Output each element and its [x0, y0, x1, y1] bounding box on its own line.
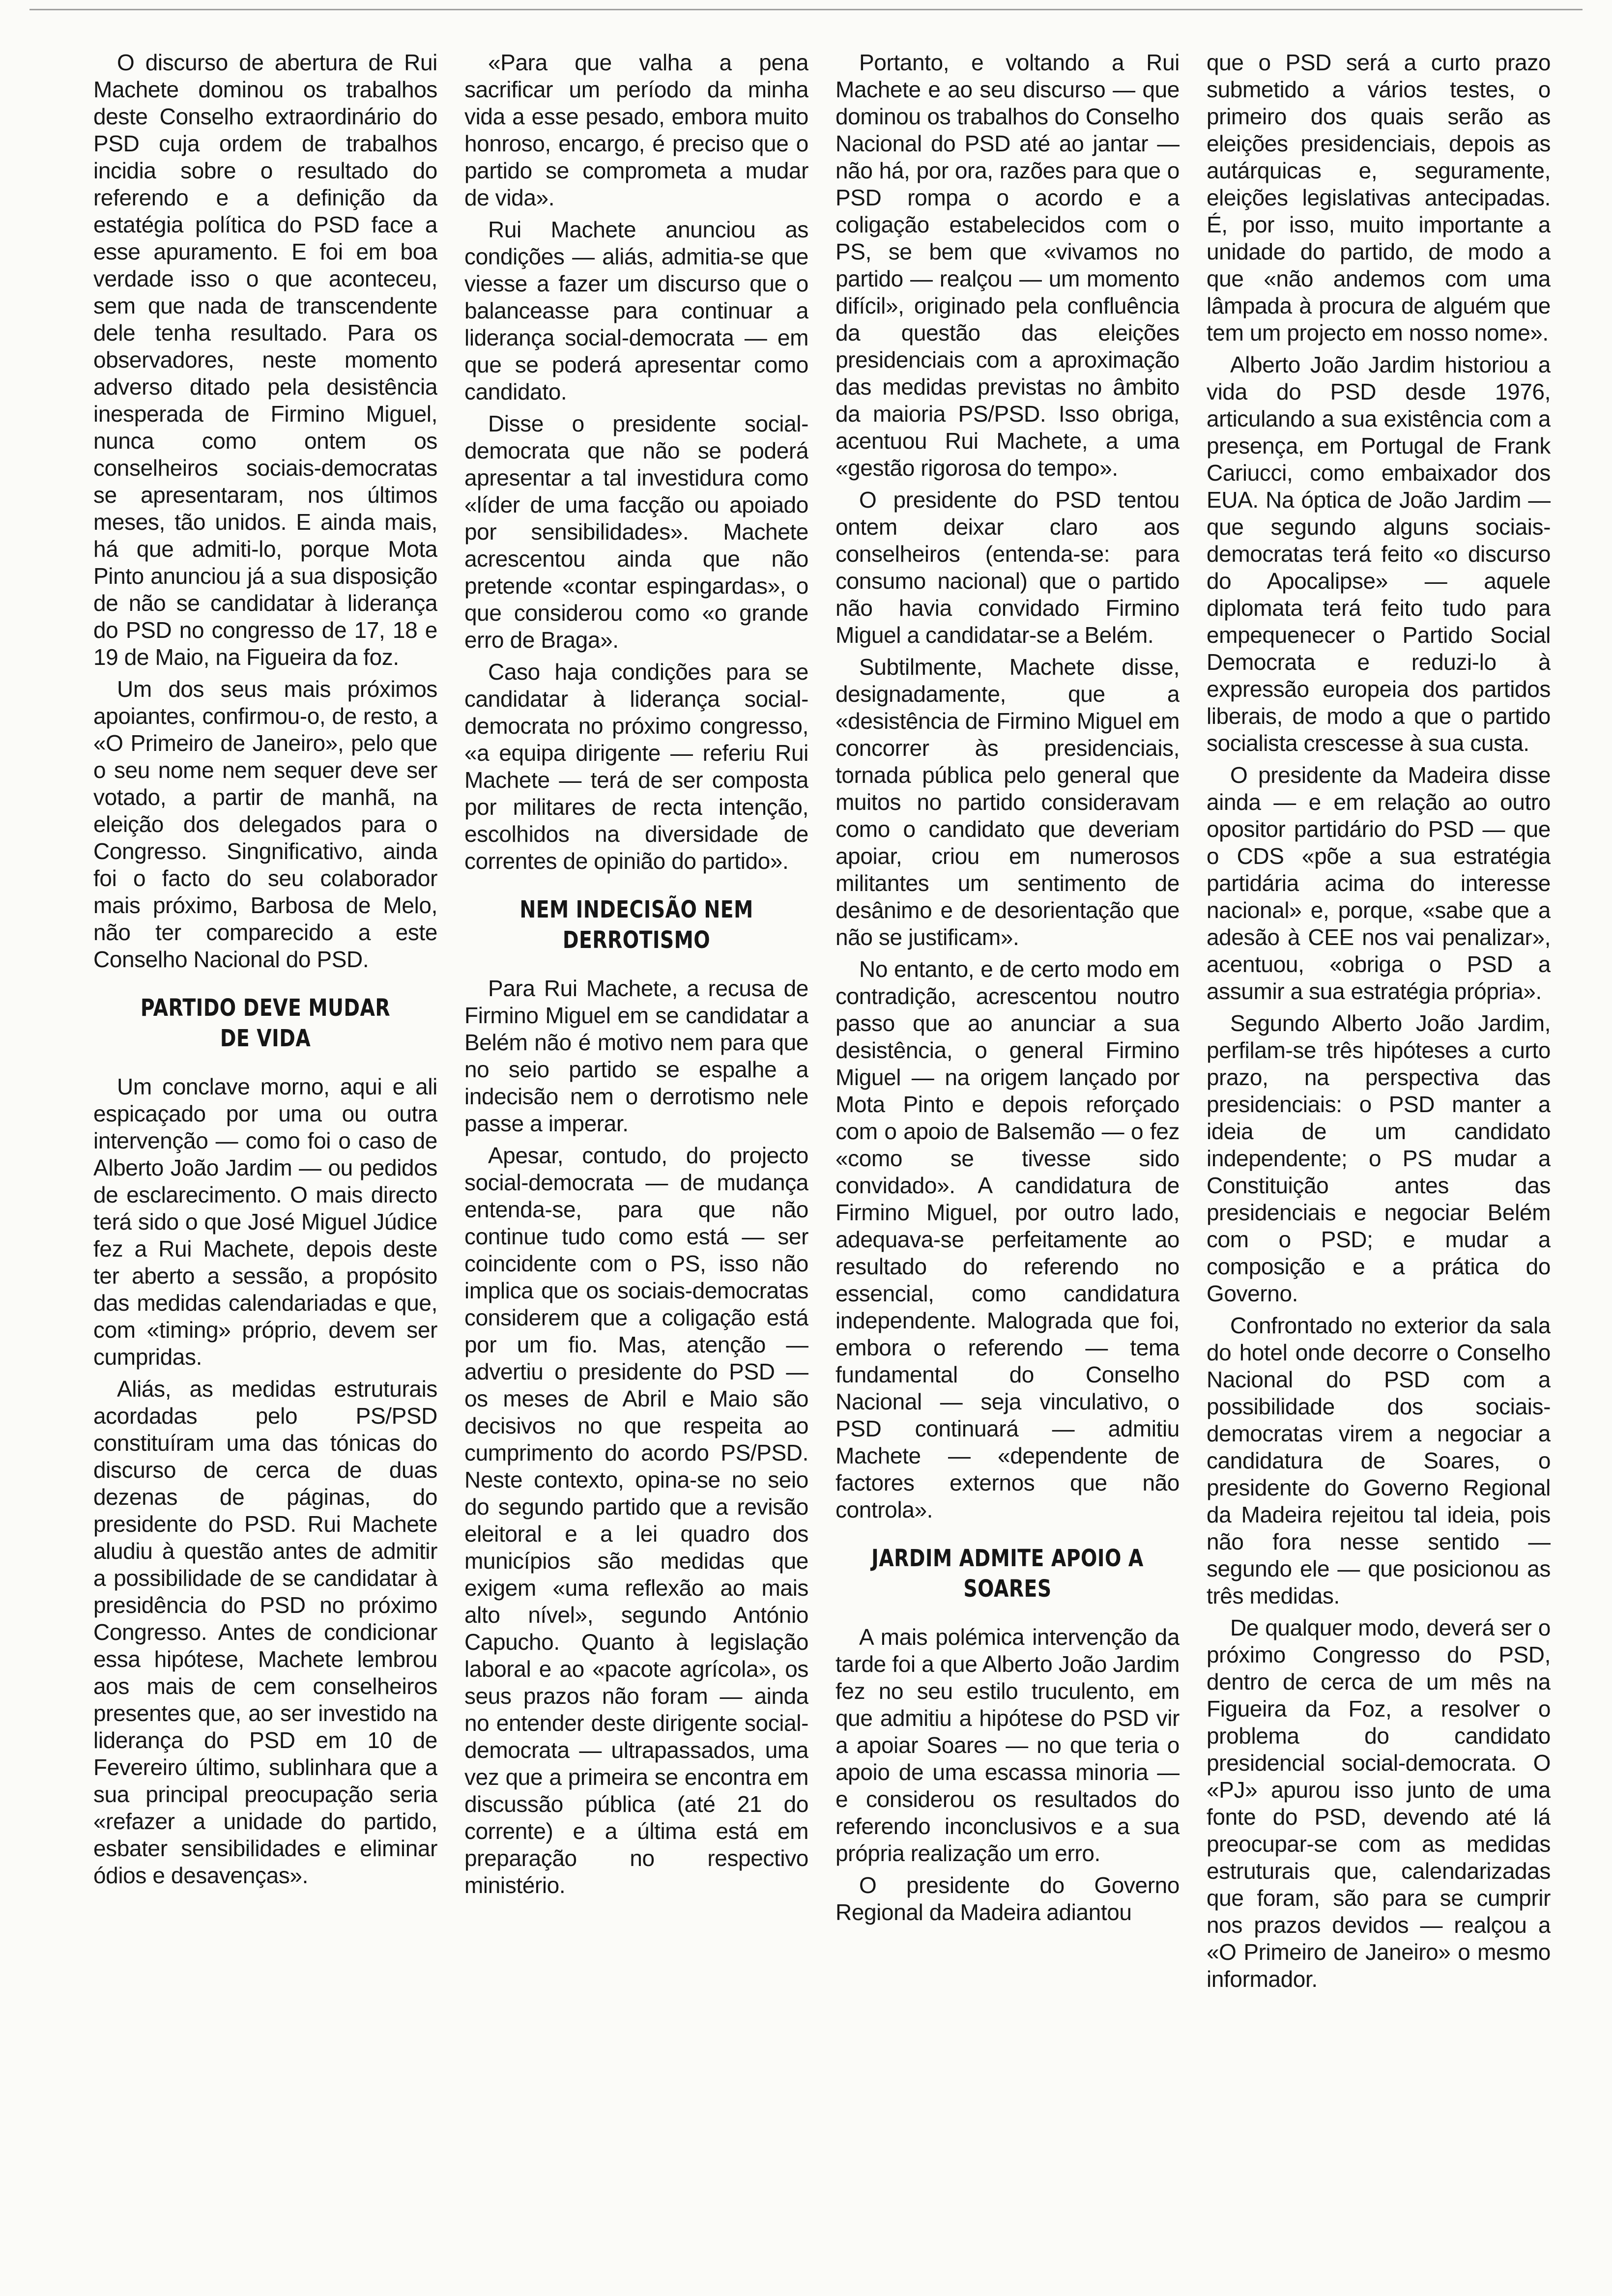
article-paragraph: que o PSD será a curto prazo submetido a vários testes, o primeiro dos quais serão as eleições presidenciais, depois as autárquicas e, seguramente, eleições legislativas antecipadas. É, por isso, muito importante a unidade do partido, de modo a que «não andemos com uma lâmpada à procura de alguém que tem um projecto em nosso nome».	[1207, 50, 1551, 345]
article-paragraph: Rui Machete anunciou as condições — aliás, admitia-se que viesse a fazer um discurso que o balanceasse para continuar a liderança social-democrata — em que se poderá apresentar como candidato.	[464, 217, 808, 404]
article-paragraph: O presidente da Madeira disse ainda — e em relação ao outro opositor partidário do PSD — que o CDS «põe a sua estratégia partidária acima do interesse nacional» e, porque, «sabe que a adesão à CEE nos vai penalizar», acentuou, «obriga o PSD a assumir a sua estratégia própria».	[1207, 762, 1551, 1004]
section-heading: PARTIDO DEVE MUDAR DE VIDA	[140, 994, 391, 1052]
article-paragraph: Para Rui Machete, a recusa de Firmino Miguel em se candidatar a Belém não é motivo nem para que no seio partido se espalhe a indecisão nem o derrotismo nele passe a imperar.	[464, 976, 808, 1136]
article-paragraph: O discurso de abertura de Rui Machete dominou os trabalhos deste Conselho extraordinário do PSD cuja ordem de trabalhos incidia sobre o resultado do referendo e a definição da estatégia política do PSD face a esse apuramento. E foi em boa verdade isso o que aconteceu, sem que nada de transcendente dele tenha resultado. Para os observadores, neste momento adverso ditado pela desistência inesperada de Firmino Miguel, nunca como ontem os conselheiros sociais-democratas se apresentaram, nos últimos meses, tão unidos. E ainda mais, há que admiti-lo, porque Mota Pinto anunciou já a sua disposição de não se candidatar à liderança do PSD no congresso de 17, 18 e 19 de Maio, na Figueira da foz.	[93, 50, 437, 670]
article-paragraph: Aliás, as medidas estruturais acordadas pelo PS/PSD constituíram uma das tónicas do discurso de cerca de duas dezenas de páginas, do presidente do PSD. Rui Machete aludiu à questão antes de admitir a possibilidade de se candidatar à presidência do PSD no próximo Congresso. Antes de condicionar essa hipótese, Machete lembrou aos mais de cem conselheiros presentes que, ao ser investido na liderança do PSD em 10 de Fevereiro último, sublinhara que a sua principal preocupação seria «refazer a unidade do partido, esbater sensibilidades e eliminar ódios e desavenças».	[93, 1376, 437, 1888]
newspaper-page	[93, 49, 1551, 2251]
section-heading: JARDIM ADMITE APOIO A SOARES	[871, 1545, 1144, 1603]
article-column-4	[1207, 49, 1551, 2241]
article-column-3	[835, 49, 1180, 2241]
article-column-2	[464, 49, 808, 2241]
article-paragraph: No entanto, e de certo modo em contradição, acrescentou noutro passo que ao anunciar a sua desistência, o general Firmino Miguel — na origem lançado por Mota Pinto e depois reforçado com o apoio de Balsemão — o fez «como se tivesse sido convidado». A candidatura de Firmino Miguel, por outro lado, adequava-se perfeitamente ao resultado do referendo no essencial, como candidatura independente. Malograda que foi, embora o referendo — tema fundamental do Conselho Nacional — seja vinculativo, o PSD continuará — admitiu Machete — «dependente de factores externos que não controla».	[835, 956, 1180, 1522]
article-paragraph: A mais polémica intervenção da tarde foi a que Alberto João Jardim fez no seu estilo truculento, em que admitiu a hipótese do PSD vir a apoiar Soares — no que teria o apoio de uma escassa minoria — e considerou os resultados do referendo inconclusivos e a sua própria realização um erro.	[835, 1624, 1180, 1866]
article-paragraph: Um dos seus mais próximos apoiantes, confirmou-o, de resto, a «O Primeiro de Janeiro», pelo que o seu nome nem sequer deve ser votado, a partir de manhã, na eleição dos delegados para o Congresso. Singnificativo, ainda foi o facto do seu colaborador mais próximo, Barbosa de Melo, não ter comparecido a este Conselho Nacional do PSD.	[93, 676, 437, 972]
article-paragraph: Segundo Alberto João Jardim, perfilam-se três hipóteses a curto prazo, na perspectiva das presidenciais: o PSD manter a ideia de um candidato independente; o PS mudar a Constituição antes das presidenciais e negociar Belém com o PSD; e mudar a composição e a prática do Governo.	[1207, 1010, 1551, 1306]
article-paragraph: Portanto, e voltando a Rui Machete e ao seu discurso — que dominou os trabalhos do Conselho Nacional do PSD até ao jantar — não há, por ora, razões para que o PSD rompa o acordo e a coligação estabelecidos com o PS, se bem que «vivamos no partido — realçou — um momento difícil», originado pela confluência da questão das eleições presidenciais com a aproximação das medidas previstas no âmbito da maioria PS/PSD. Isso obriga, acentuou Rui Machete, a uma «gestão rigorosa do tempo».	[835, 50, 1180, 481]
article-paragraph: O presidente do Governo Regional da Madeira adiantou	[835, 1872, 1180, 1925]
article-paragraph: Confrontado no exterior da sala do hotel onde decorre o Conselho Nacional do PSD com a possibilidade dos sociais-democratas virem a negociar a candidatura de Soares, o presidente do Governo Regional da Madeira rejeitou tal ideia, pois não fora nesse sentido — segundo ele — que posicionou as três medidas.	[1207, 1313, 1551, 1608]
article-paragraph: «Para que valha a pena sacrificar um período da minha vida a esse pesado, embora muito honroso, encargo, é preciso que o partido se comprometa a mudar de vida».	[464, 50, 808, 210]
article-paragraph: Apesar, contudo, do projecto social-democrata — de mudança entenda-se, para que não continue tudo como está — ser coincidente com o PS, isso não implica que os sociais-democratas considerem que a coligação está por um fio. Mas, atenção — advertiu o presidente do PSD — os meses de Abril e Maio são decisivos no que respeita ao cumprimento do acordo PS/PSD. Neste contexto, opina-se no seio do segundo partido que a revisão eleitoral e a lei quadro dos municípios são medidas que exigem «uma reflexão ao mais alto nível», segundo António Capucho. Quanto à legislação laboral e ao «pacote agrícola», os seus prazos não foram — ainda no entender deste dirigente social-democrata — ultrapassados, uma vez que a primeira se encontra em discussão pública (até 21 do corrente) e a última está em preparação no respectivo ministério.	[464, 1143, 808, 1898]
section-heading: NEM INDECISÃO NEM DERROTISMO	[519, 896, 753, 954]
article-paragraph: Caso haja condições para se candidatar à liderança social-democrata no próximo congresso, «a equipa dirigente — referiu Rui Machete — terá de ser composta por militares de recta intenção, escolhidos na diversidade de correntes de opinião do partido».	[464, 659, 808, 874]
article-paragraph: Alberto João Jardim historiou a vida do PSD desde 1976, articulando a sua existência com a presença, em Portugal de Frank Cariucci, como embaixador dos EUA. Na óptica de João Jardim — que segundo alguns sociais-democratas terá feito «o discurso do Apocalipse» — aquele diplomata terá feito tudo para empequenecer o Partido Social Democrata e reduzi-lo à expressão europeia dos partidos liberais, de modo a que o partido socialista crescesse à sua custa.	[1207, 352, 1551, 756]
article-paragraph: O presidente do PSD tentou ontem deixar claro aos conselheiros (entenda-se: para consumo nacional) que o partido não havia convidado Firmino Miguel a candidatar-se a Belém.	[835, 487, 1180, 648]
article-paragraph: Disse o presidente social-democrata que não se poderá apresentar a tal investidura como «líder de uma facção ou apoiado por sensibilidades». Machete acrescentou ainda que não pretende «contar espingardas», o que considerou como «o grande erro de Braga».	[464, 411, 808, 653]
top-rule	[29, 9, 1583, 10]
article-paragraph: De qualquer modo, deverá ser o próximo Congresso do PSD, dentro de cerca de um mês na Figueira da Foz, a resolver o problema do candidato presidencial social-democrata. O «PJ» apurou isso junto de uma fonte do PSD, devendo até lá preocupar-se com as medidas estruturais que, calendarizadas que foram, são para se cumprir nos prazos devidos — realçou a «O Primeiro de Janeiro» o mesmo informador.	[1207, 1615, 1551, 1992]
article-paragraph: Um conclave morno, aqui e ali espicaçado por uma ou outra intervenção — como foi o caso de Alberto João Jardim — ou pedidos de esclarecimento. O mais directo terá sido o que José Miguel Júdice fez a Rui Machete, depois deste ter aberto a sessão, a propósito das medidas calendariadas e que, com «timing» próprio, devem ser cumpridas.	[93, 1074, 437, 1370]
article-paragraph: Subtilmente, Machete disse, designadamente, que a «desistência de Firmino Miguel em concorrer às presidenciais, tornada pública pelo general que muitos no partido consideravam como o candidato que deveriam apoiar, criou em numerosos militantes um sentimento de desânimo e de desorientação que não se justificam».	[835, 654, 1180, 950]
article-column-1	[93, 49, 437, 2241]
